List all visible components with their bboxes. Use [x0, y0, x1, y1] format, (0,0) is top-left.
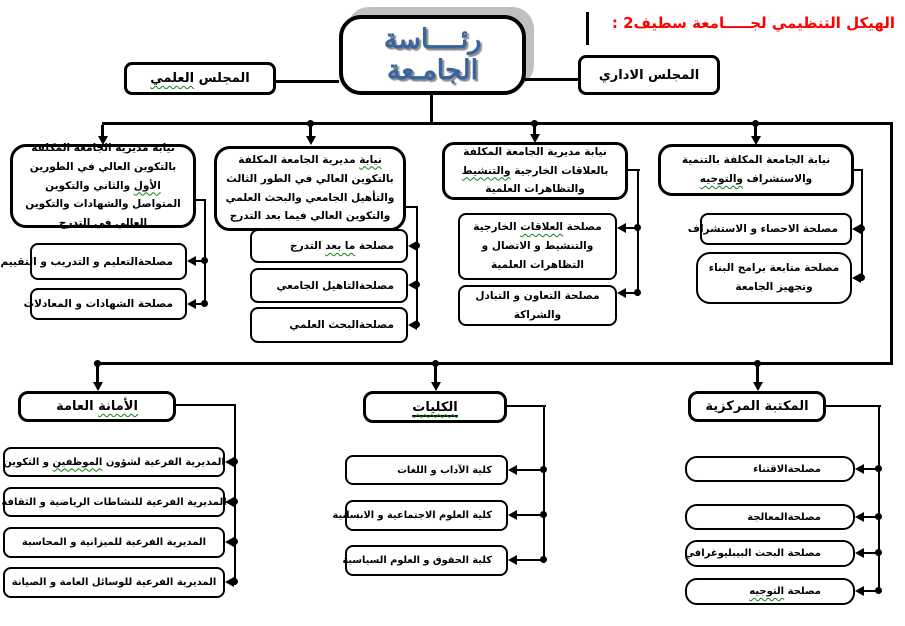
- connector-arrowhead: [855, 586, 864, 596]
- connector-junction-dot: [858, 274, 865, 281]
- connector-junction-dot: [875, 465, 882, 472]
- node-label: نيابة مديرية الجامعة المكلفة بالتكوين العالي في الطور الثالث والتأهيل الجامعي والبحث العلمي والتكوين العالي فيما بعد التدرج: [225, 153, 395, 223]
- connector-line: [102, 122, 893, 125]
- connector-line: [890, 125, 893, 365]
- node-label: المديرية الفرعية للوسائل العامة و الصيانة: [11, 577, 217, 588]
- connector-arrowhead: [508, 555, 517, 565]
- connector-line: [416, 206, 418, 328]
- connector-line: [756, 365, 759, 383]
- node-service-statistics-foresight: [687, 213, 852, 245]
- connector-line: [234, 404, 236, 585]
- node-service-external-relations-events: [458, 213, 617, 280]
- node-university-presidency: [339, 15, 526, 95]
- connector-arrowhead: [753, 382, 763, 391]
- connector-junction-dot: [413, 281, 420, 288]
- node-label: مصلحة العلاقات الخارجية والتنشيط و الاتصال و التظاهرات العلمية: [473, 221, 602, 271]
- connector-arrowhead: [855, 464, 864, 474]
- connector-arrowhead: [855, 548, 864, 558]
- node-service-education-training-evaluation: [0, 243, 187, 280]
- node-label: كلية الآداب و اللغات: [397, 464, 492, 476]
- node-label: مصلحةالبحث العلمي: [289, 319, 394, 331]
- node-subdirectorate-budget-accounting: [3, 527, 225, 558]
- text-cursor: [586, 12, 589, 45]
- node-faculty-letters-languages: [345, 455, 508, 485]
- node-label: نيابة مديرية الجامعة المكلفة بالتكوين العالي في الطورين الأول والثاني والتكوين المتواصل والشهادات والتكوين العالي في التدرج: [25, 141, 181, 230]
- connector-arrowhead: [431, 382, 441, 391]
- node-label: مصلحةالاقتناء: [753, 463, 821, 475]
- connector-arrowhead: [187, 299, 196, 309]
- connector-junction-dot: [875, 513, 882, 520]
- node-label: المديرية الفرعية للنشاطات الرياضية و الثقافة: [1, 496, 227, 508]
- node-service-university-habilitation: [250, 268, 408, 303]
- connector-junction-dot: [531, 120, 538, 127]
- connector-junction-dot: [231, 498, 238, 505]
- connector-junction-dot: [432, 360, 439, 367]
- node-subdirectorate-general-means-maintenance: [3, 567, 225, 598]
- connector-junction-dot: [875, 549, 882, 556]
- node-central-library: [688, 391, 826, 422]
- connector-junction-dot: [754, 360, 761, 367]
- node-label: مصلحة الشهادات و المعادلات: [23, 298, 173, 310]
- node-label: نيابة مديرية الجامعة المكلفة بالعلاقات الخارجية والتنشيط والتظاهرات العلمية: [461, 145, 609, 196]
- connector-line: [430, 95, 433, 124]
- node-library-service-bibliographic-research: [685, 540, 855, 567]
- connector-junction-dot: [752, 120, 759, 127]
- node-label: مصلحة الاحصاء و الاستشراف: [687, 223, 838, 235]
- node-label: الكليات: [412, 399, 458, 415]
- connector-junction-dot: [413, 242, 420, 249]
- connector-arrowhead: [617, 223, 626, 233]
- connector-arrowhead: [508, 510, 517, 520]
- node-vice-rectorate-development-orientation: [658, 144, 854, 196]
- node-scientific-council: [124, 62, 276, 95]
- connector-junction-dot: [875, 587, 882, 594]
- node-label: المجلس الاداري: [598, 67, 700, 83]
- connector-arrowhead: [617, 288, 626, 298]
- node-label: مصلحة ما بعد التدرج: [290, 240, 394, 252]
- node-label: المكتبة المركزية: [705, 399, 809, 414]
- connector-junction-dot: [231, 578, 238, 585]
- node-label: كلية الحقوق و العلوم السياسية: [342, 555, 492, 566]
- connector-junction-dot: [307, 120, 314, 127]
- chart-title: الهيكل التنظيمي لجـــــامعة سطيف2 :: [611, 14, 895, 32]
- node-faculty-social-human-sciences: [332, 500, 508, 531]
- node-label: الأمانة العامة: [56, 399, 138, 414]
- connector-junction-dot: [540, 556, 547, 563]
- connector-arrowhead: [306, 136, 316, 145]
- connector-junction-dot: [858, 225, 865, 232]
- connector-junction-dot: [634, 224, 641, 231]
- connector-line: [543, 405, 545, 563]
- connector-line: [204, 199, 206, 306]
- node-label: نيابة الجامعة المكلفة بالتنمية والاستشراف والتوجيه: [681, 154, 831, 185]
- node-label: المجلس العلمي: [150, 71, 250, 86]
- node-label: مصلحةالتاهيل الجامعي: [276, 279, 394, 292]
- connector-line: [276, 80, 339, 83]
- node-service-cooperation-exchange-partnership: [458, 285, 617, 326]
- connector-junction-dot: [231, 458, 238, 465]
- connector-line: [434, 365, 437, 383]
- node-label: كلية العلوم الاجتماعية و الانسانية: [332, 510, 492, 521]
- node-label: المديرية الفرعية لشؤون الموظفين و التكوين: [3, 456, 225, 468]
- node-library-service-acquisition: [685, 456, 855, 482]
- node-label: مصلحةالتعليم و التدريب و التقييم: [0, 255, 173, 268]
- node-service-postgraduation: [250, 229, 408, 263]
- connector-line: [507, 405, 546, 407]
- node-label: مصلحة التعاون و التبادل والشراكة: [475, 289, 600, 321]
- node-library-service-orientation: [685, 578, 855, 605]
- node-service-construction-equipment-monitoring: [696, 252, 852, 304]
- connector-line: [826, 405, 881, 407]
- node-vice-rectorate-undergraduate-training: [10, 141, 196, 230]
- node-subdirectorate-sports-culture: [3, 487, 225, 517]
- node-label: مصلحةالمعالجة: [747, 511, 821, 523]
- connector-arrowhead: [855, 512, 864, 522]
- node-label: رئــــاسة الجامـعة: [383, 24, 482, 86]
- connector-line: [176, 404, 236, 406]
- node-service-scientific-research: [250, 307, 408, 343]
- connector-junction-dot: [231, 538, 238, 545]
- connector-line: [878, 405, 880, 593]
- connector-junction-dot: [94, 360, 101, 367]
- connector-arrowhead: [508, 465, 517, 475]
- connector-arrowhead: [187, 256, 196, 266]
- node-label: المديرية الفرعية للميزانية و المحاسبة: [21, 537, 207, 548]
- connector-line: [94, 362, 893, 365]
- connector-line: [525, 78, 578, 81]
- node-label: مصلحة متابعة برامج البناء وتجهيز الجامعة: [708, 262, 840, 293]
- node-vice-rectorate-postgraduation-research: [214, 146, 406, 231]
- node-general-secretariat: [18, 391, 176, 422]
- connector-junction-dot: [201, 257, 208, 264]
- connector-junction-dot: [201, 300, 208, 307]
- connector-junction-dot: [540, 511, 547, 518]
- connector-line: [637, 169, 639, 296]
- connector-junction-dot: [413, 321, 420, 328]
- node-vice-rectorate-external-relations: [442, 142, 628, 200]
- connector-junction-dot: [634, 289, 641, 296]
- node-faculty-law-political-science: [342, 545, 508, 576]
- node-faculties: [363, 391, 507, 423]
- node-library-service-processing: [685, 504, 855, 530]
- node-subdirectorate-personnel-training: [3, 447, 225, 477]
- connector-junction-dot: [540, 466, 547, 473]
- connector-line: [96, 365, 99, 383]
- node-administrative-council: [578, 55, 720, 95]
- node-service-diplomas-equivalences: [23, 288, 187, 320]
- connector-arrowhead: [93, 382, 103, 391]
- node-label: مصلحة التوجيه: [749, 586, 821, 597]
- node-label: مصلحة البحث البيبليوغرافي: [684, 548, 821, 559]
